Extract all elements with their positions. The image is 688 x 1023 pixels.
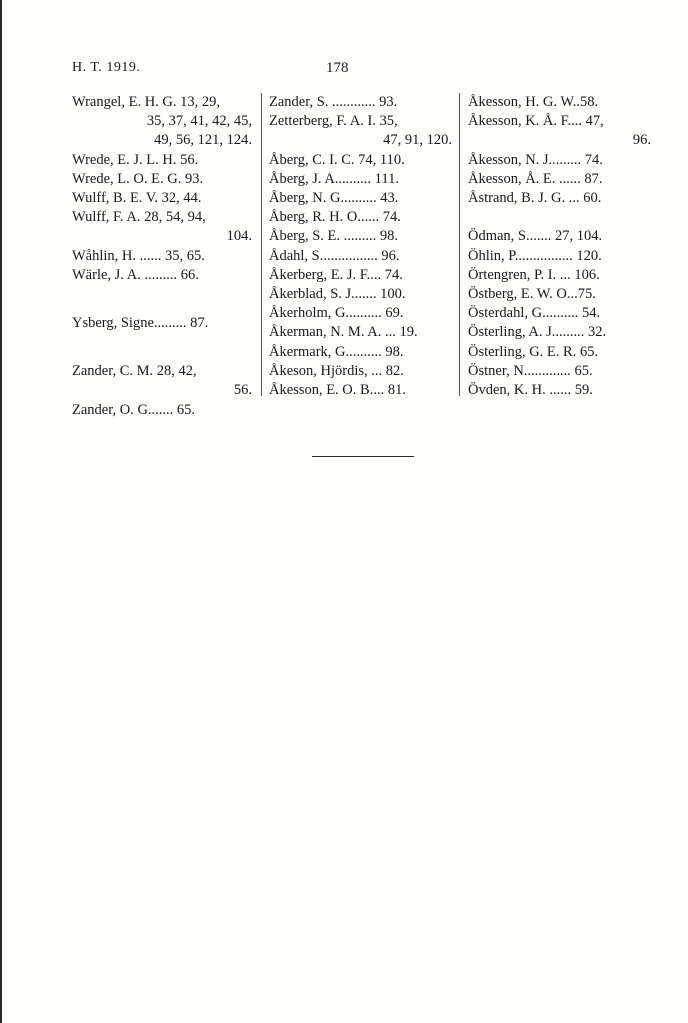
- index-column-3: [468, 93, 651, 400]
- index-entry: Åberg, N. G.......... 43.: [269, 190, 399, 207]
- index-entry: 47, 91, 120.: [383, 132, 452, 149]
- index-entry: Åkesson, E. O. B.... 81.: [269, 382, 406, 399]
- end-rule: [312, 456, 414, 457]
- index-entry: Åkeson, Hjördis, ... 82.: [269, 362, 404, 379]
- index-entry: Åberg, R. H. O...... 74.: [269, 209, 401, 226]
- index-entry: Åkesson, K. Å. F.... 47,: [468, 113, 604, 130]
- index-entry: 104.: [226, 228, 252, 245]
- index-entry: Åkesson, H. G. W..58.: [468, 94, 599, 110]
- index-entry: Åkermark, G.......... 98.: [269, 343, 404, 360]
- index-entry: 96.: [632, 132, 651, 149]
- column-divider-2: [459, 93, 460, 396]
- page-edge-rule: [0, 0, 2, 1023]
- index-entry: Zander, O. G....... 65.: [72, 401, 196, 418]
- index-entry: Wrede, E. J. L. H. 56.: [72, 151, 199, 168]
- index-entry: Åkerman, N. M. A. ... 19.: [269, 324, 418, 341]
- index-entry: Wulff, F. A. 28, 54, 94,: [72, 209, 206, 226]
- index-entry: Åkesson, N. J......... 74.: [468, 151, 603, 168]
- index-entry: Östner, N............. 65.: [468, 362, 593, 379]
- running-head-title: H. T. 1919.: [72, 60, 141, 75]
- index-entry: Wrede, L. O. E. G. 93.: [72, 170, 204, 187]
- spacer: [72, 285, 252, 314]
- index-column-1: [72, 93, 252, 420]
- spacer: [468, 208, 651, 227]
- index-entry: Österling, A. J......... 32.: [468, 324, 607, 341]
- index-entry: Öhlin, P................ 120.: [468, 247, 602, 264]
- index-entry: Österdahl, G.......... 54.: [468, 305, 601, 322]
- index-entry: Åstrand, B. J. G. ... 60.: [468, 190, 602, 207]
- index-entry: Wåhlin, H. ...... 35, 65.: [72, 247, 205, 264]
- index-entry: Åberg, C. I. C. 74, 110.: [269, 151, 405, 168]
- index-entry: Zetterberg, F. A. I. 35,: [269, 113, 398, 130]
- index-entry: Ödman, S....... 27, 104.: [468, 228, 603, 245]
- index-entry: Åkerberg, E. J. F.... 74.: [269, 266, 403, 283]
- index-entry: 56.: [233, 382, 252, 399]
- index-entry: Wärle, J. A. ......... 66.: [72, 266, 199, 283]
- index-entry: Wulff, B. E. V. 32, 44.: [72, 190, 202, 207]
- index-entry: Zander, S. ............ 93.: [269, 94, 398, 110]
- index-entry: Åberg, J. A.......... 111.: [269, 170, 399, 187]
- index-entry: Österling, G. E. R. 65.: [468, 343, 599, 360]
- index-entry: Ådahl, S................ 96.: [269, 247, 400, 264]
- page-number: 178: [326, 60, 349, 76]
- index-entry: Åkerblad, S. J....... 100.: [269, 286, 406, 303]
- index-entry: Ysberg, Signe......... 87.: [72, 315, 209, 332]
- column-divider-1: [261, 93, 262, 396]
- index-entry: Örtengren, P. I. ... 106.: [468, 266, 600, 283]
- running-head: [72, 60, 632, 80]
- index-entry: 49, 56, 121, 124.: [154, 132, 252, 149]
- index-entry: Östberg, E. W. O...75.: [468, 286, 596, 303]
- index-entry: Åkesson, Å. E. ...... 87.: [468, 170, 603, 187]
- index-entry: 35, 37, 41, 42, 45,: [146, 113, 252, 130]
- index-column-2: [269, 93, 452, 400]
- index-entry: Wrangel, E. H. G. 13, 29,: [72, 94, 221, 110]
- spacer: [72, 333, 252, 362]
- index-entry: Zander, C. M. 28, 42,: [72, 363, 197, 380]
- index-entry: Åberg, S. E. ......... 98.: [269, 228, 399, 245]
- index-entry: Övden, K. H. ...... 59.: [468, 382, 593, 399]
- index-entry: Åkerholm, G.......... 69.: [269, 305, 404, 322]
